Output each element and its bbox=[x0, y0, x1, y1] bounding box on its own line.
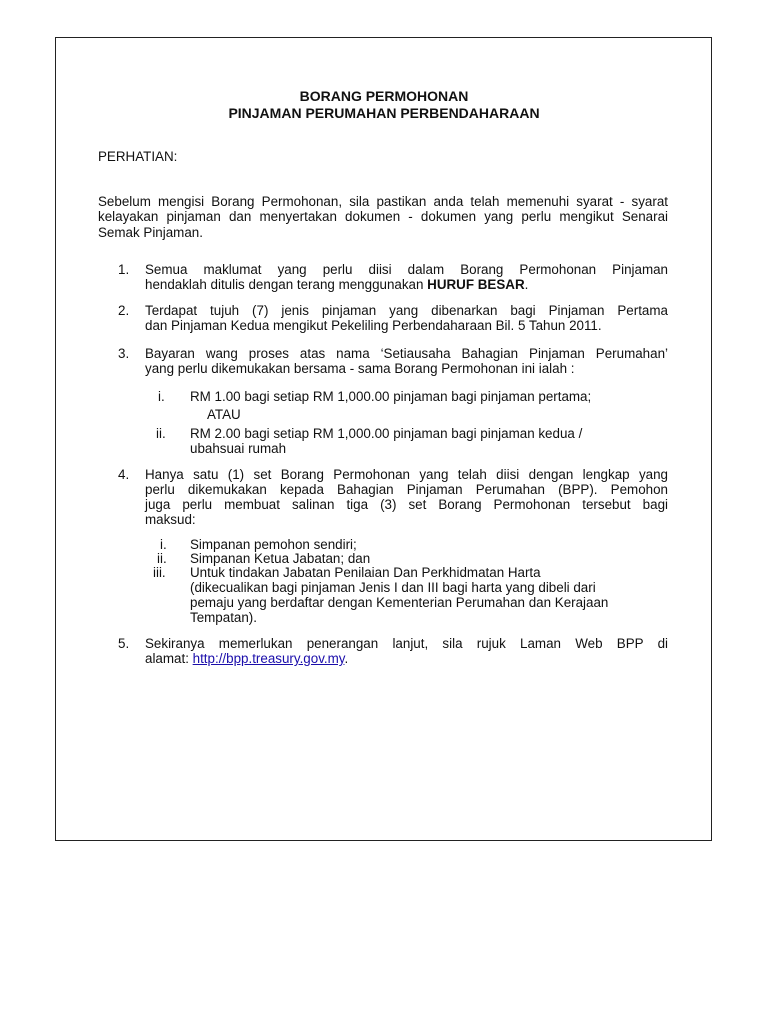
item-4-line-4: maksud: bbox=[145, 512, 196, 527]
item-3-sub-1: RM 1.00 bagi setiap RM 1,000.00 pinjaman bagi pinjaman pertama; bbox=[190, 389, 592, 404]
item-2-line-1: Terdapat tujuh (7) jenis pinjaman yang dibenarkan bagi Pinjaman Pertama bbox=[145, 303, 668, 318]
form-subtitle: PINJAMAN PERUMAHAN PERBENDAHARAAN bbox=[228, 105, 540, 121]
item-2-line-2: dan Pinjaman Kedua mengikut Pekeliling Perbendaharaan Bil. 5 Tahun 2011. bbox=[145, 318, 602, 333]
item-1-line-1: Semua maklumat yang perlu diisi dalam Borang Permohonan Pinjaman bbox=[145, 262, 668, 277]
item-3-line-1: Bayaran wang proses atas nama ‘Setiausaha Bahagian Pinjaman Perumahan’ bbox=[145, 346, 668, 361]
item-4-sub-2: Simpanan Ketua Jabatan; dan bbox=[190, 551, 371, 566]
item-3-sub-2-line-1: RM 2.00 bagi setiap RM 1,000.00 pinjaman bagi pinjaman kedua / bbox=[190, 426, 583, 441]
huruf-besar-emphasis: HURUF BESAR bbox=[427, 277, 525, 292]
item-5-number: 5. bbox=[118, 636, 130, 651]
item-3-sub-2-number: ii. bbox=[156, 426, 166, 441]
item-1-line-2: hendaklah ditulis dengan terang menggunakan HURUF BESAR. bbox=[145, 277, 529, 292]
item-1-number: 1. bbox=[118, 262, 130, 277]
item-4-sub-3-line-1: Untuk tindakan Jabatan Penilaian Dan Perkhidmatan Harta bbox=[190, 565, 541, 580]
item-3-number: 3. bbox=[118, 346, 130, 361]
item-3-sub-2-line-2: ubahsuai rumah bbox=[190, 441, 287, 456]
item-4-line-3: juga perlu membuat salinan tiga (3) set Borang Permohonan tersebut bagi bbox=[145, 497, 668, 512]
item-4-sub-3-line-4: Tempatan). bbox=[190, 610, 257, 625]
item-4-sub-1: Simpanan pemohon sendiri; bbox=[190, 537, 357, 552]
item-4-sub-2-number: ii. bbox=[157, 551, 167, 566]
item-4-line-2: perlu dikemukakan kepada Bahagian Pinjaman Perumahan (BPP). Pemohon bbox=[145, 482, 668, 497]
item-4-sub-3-line-2: (dikecualikan bagi pinjaman Jenis I dan III bagi harta yang dibeli dari bbox=[190, 580, 596, 595]
item-4-sub-1-number: i. bbox=[160, 537, 167, 552]
item-3-line-2: yang perlu dikemukakan bersama - sama Borang Permohonan ini ialah : bbox=[145, 361, 575, 376]
form-title: BORANG PERMOHONAN bbox=[299, 88, 469, 104]
intro-paragraph: Sebelum mengisi Borang Permohonan, sila pastikan anda telah memenuhi syarat - syarat kelayakan pinjaman dan menyertakan dokumen - dokumen yang perlu mengikut Senarai Semak Pinjaman. bbox=[98, 194, 668, 240]
item-3-sub-1-number: i. bbox=[158, 389, 165, 404]
item-4-sub-3-line-3: pemaju yang berdaftar dengan Kementerian Perumahan dan Kerajaan bbox=[190, 595, 609, 610]
item-5-line-1: Sekiranya memerlukan penerangan lanjut, sila rujuk Laman Web BPP di bbox=[145, 636, 668, 651]
item-4-line-1: Hanya satu (1) set Borang Permohonan yang telah diisi dengan lengkap yang bbox=[145, 467, 668, 482]
notice-label: PERHATIAN: bbox=[98, 149, 178, 164]
item-4-number: 4. bbox=[118, 467, 130, 482]
item-2-number: 2. bbox=[118, 303, 130, 318]
atau-label: ATAU bbox=[207, 407, 241, 422]
bpp-website-link[interactable]: http://bpp.treasury.gov.my bbox=[192, 651, 345, 666]
item-5-line-2: alamat: http://bpp.treasury.gov.my. bbox=[145, 651, 349, 666]
item-4-sub-3-number: iii. bbox=[153, 565, 166, 580]
